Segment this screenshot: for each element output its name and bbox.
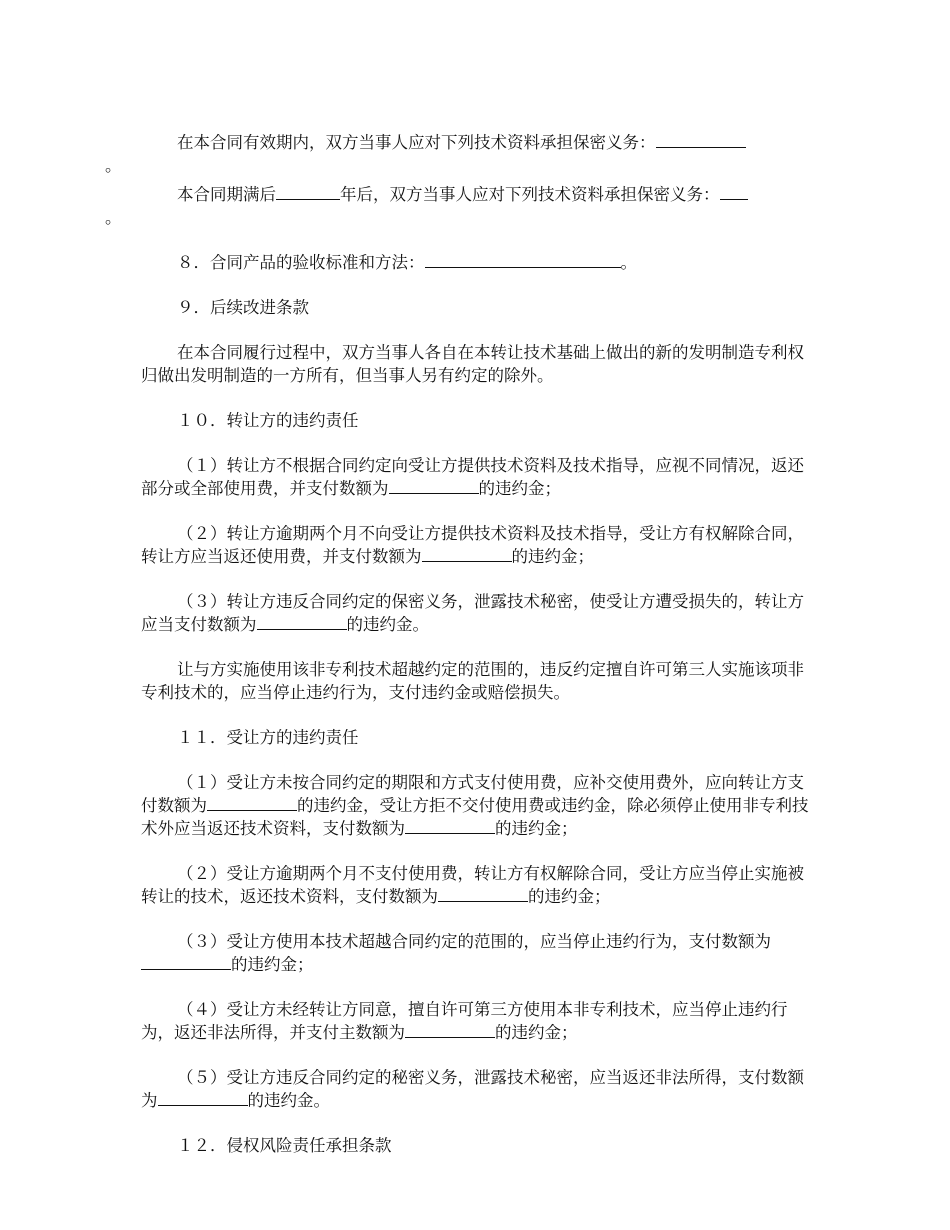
clause-text: 的违约金； (231, 955, 314, 974)
clause-11-1 (141, 771, 813, 840)
blank-line (257, 613, 347, 630)
paragraph-end: 。 (105, 208, 122, 227)
clause-text: 的违约金； (478, 479, 561, 498)
clause-11-2 (141, 862, 813, 908)
clause-text: （３）受让方使用本技术超越合同约定的范围的，应当停止违约行为，支付数额为 (177, 932, 771, 951)
clause-text: 的违约金； (495, 1023, 578, 1042)
blank-line (438, 885, 528, 902)
paragraph-end: 。 (620, 253, 637, 272)
document-page (105, 131, 813, 1157)
blank-line (276, 183, 340, 200)
clause-text: （１）受让方未按合同约定的期限和方式支付使用费，应补交使用费外，应向转让方支付数额为 (141, 773, 804, 815)
clause-text: （１）转让方不根据合同约定向受让方提供技术资料及技术指导，应视不同情况，返还部分或全部使用费，并支付数额为 (141, 456, 804, 498)
blank-line (141, 953, 231, 970)
clause-10-2 (141, 522, 813, 568)
clause-text: 的违约金，受让方拒不交付使用费或违约金，除必须停止使用非专利技术外应当返还技术资料，支付数额为 (141, 796, 809, 838)
paragraph-text: 年后，双方当事人应对下列技术资料承担保密义务： (340, 185, 720, 204)
blank-line (656, 131, 746, 148)
clause-text: 的违约金； (511, 547, 594, 566)
section-10-heading: １０．转让方的违约责任 (177, 411, 359, 430)
clause-11-3 (141, 930, 813, 976)
clause-text: （３）转让方违反合同约定的保密义务，泄露技术秘密，使受让方遭受损失的，转让方应当支付数额为 (141, 592, 804, 634)
section-12-heading: １２．侵权风险责任承担条款 (177, 1136, 392, 1155)
clause-text: （２）转让方逾期两个月不向受让方提供技术资料及技术指导，受让方有权解除合同，转让方应当返还使用费，并支付数额为 (141, 524, 804, 566)
clause-text: （４）受让方未经转让方同意，擅自许可第三方使用本非专利技术，应当停止违约行为，返还非法所得，并支付主数额为 (141, 1000, 788, 1042)
confidentiality-during-term (105, 131, 813, 177)
paragraph-text: 本合同期满后 (177, 185, 276, 204)
section-heading: ８．合同产品的验收标准和方法： (177, 253, 425, 272)
section-11-heading: １１．受让方的违约责任 (177, 728, 359, 747)
clause-10-1 (141, 454, 813, 500)
blank-line (405, 1021, 495, 1038)
blank-line (405, 817, 495, 834)
clause-10-3 (141, 590, 813, 636)
blank-line (720, 183, 748, 200)
paragraph-end: 。 (105, 156, 122, 175)
blank-line (207, 794, 297, 811)
clause-text: 的违约金。 (247, 1091, 330, 1110)
blank-line (425, 251, 621, 268)
blank-line (158, 1089, 248, 1106)
clause-11-4 (141, 998, 813, 1044)
clause-text: 的违约金。 (346, 615, 429, 634)
clause-11-5 (141, 1066, 813, 1112)
blank-line (422, 545, 512, 562)
confidentiality-after-term (105, 183, 813, 229)
clause-text: 的违约金； (528, 887, 611, 906)
section-9-body: 在本合同履行过程中，双方当事人各自在本转让技术基础上做出的新的发明制造专利权归做出发明制造的一方所有，但当事人另有约定的除外。 (141, 343, 804, 385)
clause-text: 的违约金； (495, 819, 578, 838)
paragraph-text: 在本合同有效期内，双方当事人应对下列技术资料承担保密义务： (177, 133, 656, 152)
clause-text: （２）受让方逾期两个月不支付使用费，转让方有权解除合同，受让方应当停止实施被转让的技术，返还技术资料，支付数额为 (141, 864, 804, 906)
section-8-acceptance (141, 251, 813, 274)
clause-10-extra: 让与方实施使用该非专利技术超越约定的范围的，违反约定擅自许可第三人实施该项非专利技术的，应当停止违约行为，支付违约金或赔偿损失。 (141, 660, 804, 702)
blank-line (389, 477, 479, 494)
clause-text: （５）受让方违反合同约定的秘密义务，泄露技术秘密，应当返还非法所得，支付数额为 (141, 1068, 804, 1110)
section-9-heading: ９．后续改进条款 (177, 298, 309, 317)
